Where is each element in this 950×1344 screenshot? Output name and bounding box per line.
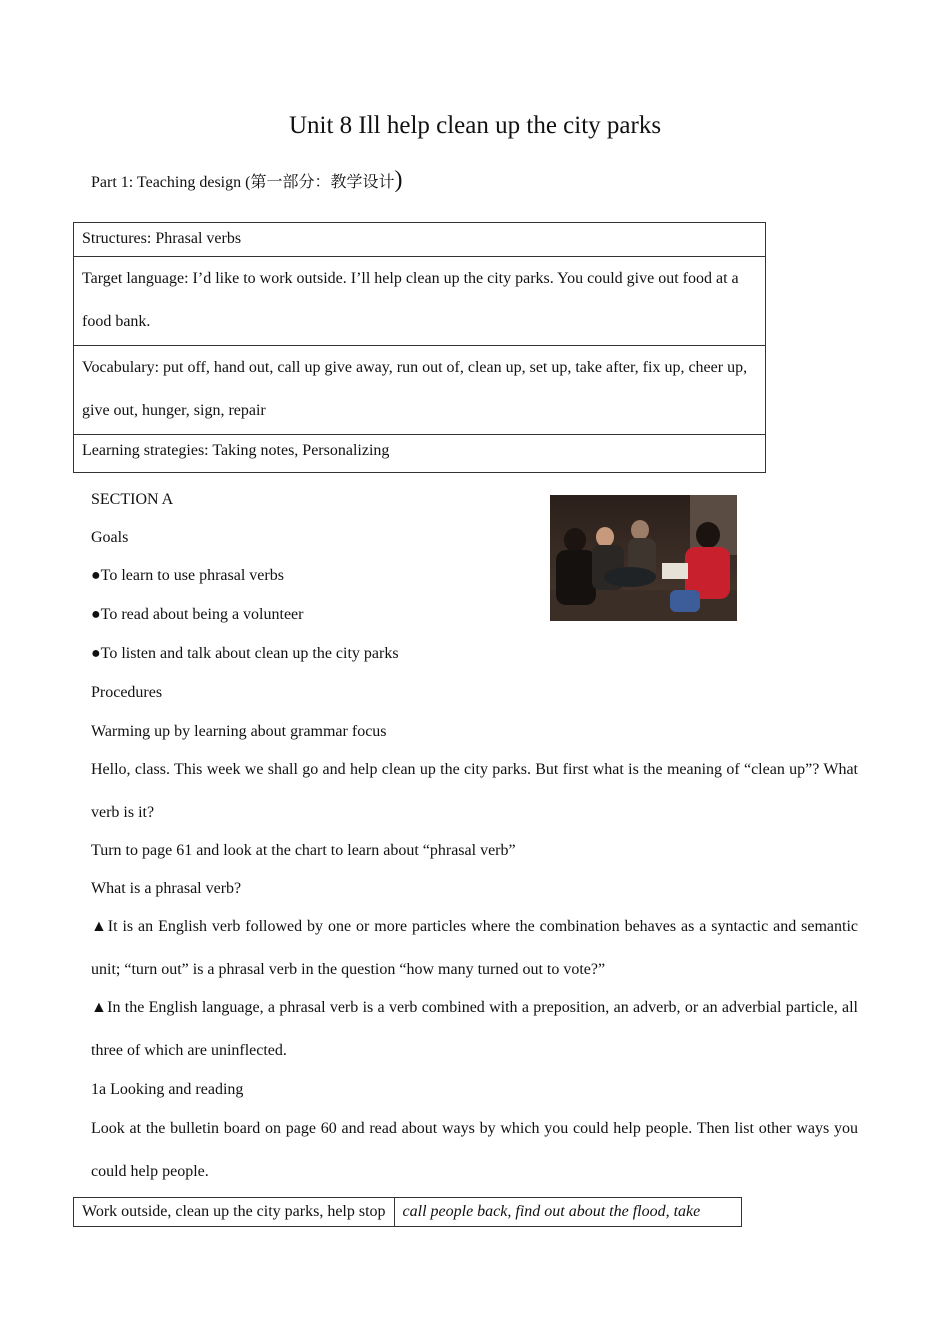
definition-paragraph: ▲In the English language, a phrasal verb is a verb combined with a preposition, an adverb, or an adverbial particle, all three of which are uninflected. [91,999,858,1059]
activity-1a-heading: 1a Looking and reading [91,1081,244,1098]
table-row [74,346,766,435]
table-row [74,223,766,257]
question-text: What is a phrasal verb? [91,880,242,897]
table-cell: Work outside, clean up the city parks, help stop [74,1198,395,1227]
warming-up-heading: Warming up by learning about grammar focus [91,723,387,740]
page-title: Unit 8 Ill help clean up the city parks [288,112,662,139]
part-heading [91,168,402,195]
info-table [73,222,766,473]
goal-item: ●To learn to use phrasal verbs [91,567,284,584]
structures-cell: Structures: Phrasal verbs [74,223,766,257]
part-paren: ) [394,167,403,193]
ways-to-help-table [73,1197,742,1227]
intro-paragraph: Hello, class. This week we shall go and help clean up the city parks. But first what is the meaning of “clean up”? What verb is it? [91,761,858,821]
activity-1a-text: Look at the bulletin board on page 60 and read about ways by which you could help people. Then list other ways you could help people. [91,1120,858,1180]
turn-to-page-text: Turn to page 61 and look at the chart to learn about “phrasal verb” [91,842,516,859]
target-language-cell: Target language: I’d like to work outside. I’ll help clean up the city parks. You could give out food at a food bank. [74,257,766,346]
goal-item: ●To read about being a volunteer [91,606,304,623]
part-label: Part 1: Teaching design (第一部分：教学设计 [91,174,395,191]
section-heading: SECTION A [91,491,174,508]
vocabulary-cell: Vocabulary: put off, hand out, call up give away, run out of, clean up, set up, take after, fix up, cheer up, give out, hunger, sign, repair [74,346,766,435]
table-row [74,435,766,473]
goals-heading: Goals [91,529,129,546]
table-cell: call people back, find out about the flood, take [394,1198,741,1227]
learning-strategies-cell: Learning strategies: Taking notes, Personalizing [74,435,766,473]
definition-paragraph: ▲It is an English verb followed by one or more particles where the combination behaves as a syntactic and semantic unit; “turn out” is a phrasal verb in the question “how many turned out to vote?” [91,918,858,978]
goal-item: ●To listen and talk about clean up the city parks [91,645,399,662]
procedures-heading: Procedures [91,684,163,701]
table-row [74,257,766,346]
table-row [74,1198,742,1227]
volunteers-photo [550,495,737,621]
